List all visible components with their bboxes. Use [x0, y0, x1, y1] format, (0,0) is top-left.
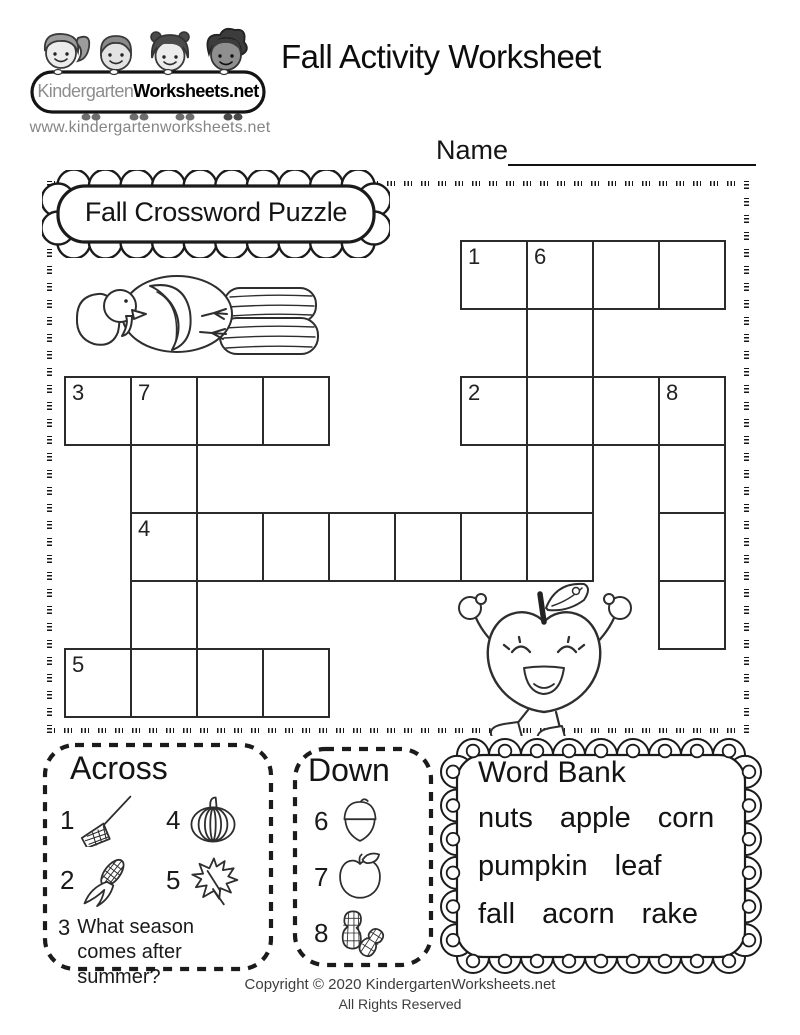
- rights-line: All Rights Reserved: [338, 996, 462, 1012]
- copyright-line: Copyright © 2020 KindergartenWorksheets.net: [244, 976, 556, 993]
- word-bank-word: nuts: [478, 802, 533, 834]
- word-bank-box: [440, 738, 762, 974]
- crossword-cell[interactable]: [64, 376, 132, 446]
- word-bank-content: [478, 756, 728, 946]
- word-bank-row: [478, 850, 728, 883]
- clue-item: [314, 795, 434, 847]
- cell-number: 5: [72, 652, 85, 677]
- site-url: www.kindergartenworksheets.net: [29, 119, 271, 136]
- apple-character-illustration: [452, 578, 637, 736]
- crossword-cell[interactable]: [592, 376, 660, 446]
- crossword-cell[interactable]: [658, 376, 726, 446]
- cell-number: 6: [534, 244, 547, 269]
- crossword-cell[interactable]: [526, 308, 594, 378]
- crossword-cell[interactable]: [658, 580, 726, 650]
- rake-icon: [80, 793, 134, 847]
- clue-number: 3: [58, 915, 71, 940]
- word-bank-word: corn: [657, 802, 715, 834]
- page-title: Fall Activity Worksheet: [281, 38, 601, 75]
- pumpkin-icon: [186, 793, 240, 847]
- name-input-line[interactable]: [508, 134, 756, 166]
- clue-item: [166, 793, 258, 847]
- logo-wordmark-bold: Worksheets.net: [133, 81, 259, 101]
- clue-number: 8: [314, 917, 329, 948]
- acorn-icon: [334, 795, 386, 847]
- crossword-cell[interactable]: [196, 512, 264, 582]
- crossword-cell[interactable]: [328, 512, 396, 582]
- crossword-cell[interactable]: [64, 648, 132, 718]
- crossword-cell[interactable]: [196, 376, 264, 446]
- clue-item: [314, 907, 434, 959]
- crossword-cell[interactable]: [526, 512, 594, 582]
- clue-item: [60, 853, 152, 907]
- crossword-cell[interactable]: [658, 240, 726, 310]
- across-clues-box: [42, 742, 274, 988]
- puzzle-title: Fall Crossword Puzzle: [84, 197, 348, 227]
- kids-logo-illustration: [28, 24, 268, 124]
- clue-item: [60, 793, 152, 847]
- crossword-cell[interactable]: [658, 512, 726, 582]
- down-picture-clues: [314, 795, 434, 959]
- across-title: Across: [70, 750, 168, 786]
- crossword-cell[interactable]: [526, 376, 594, 446]
- down-title: Down: [308, 752, 390, 788]
- word-bank-word: pumpkin: [478, 850, 588, 882]
- clue-number: 6: [314, 805, 329, 836]
- crossword-cell[interactable]: [130, 512, 198, 582]
- logo-wordmark-light: Kindergarten: [37, 81, 134, 101]
- puzzle-box-border-right: [744, 181, 749, 733]
- name-label: Name: [436, 135, 509, 165]
- word-bank-word: rake: [641, 898, 699, 930]
- crossword-cell[interactable]: [130, 376, 198, 446]
- word-bank-word: acorn: [542, 898, 615, 930]
- crossword-cell[interactable]: [130, 648, 198, 718]
- crossword-cell[interactable]: [196, 648, 264, 718]
- footer: [0, 976, 800, 1012]
- puzzle-box-border-left: [47, 181, 52, 733]
- word-bank-word: leaf: [614, 850, 662, 882]
- clue-number: 2: [60, 864, 75, 895]
- puzzle-title-badge: [42, 170, 390, 258]
- word-bank-title: Word Bank: [478, 756, 626, 789]
- word-bank-word: apple: [559, 802, 631, 834]
- cell-number: 2: [468, 380, 481, 405]
- crossword-cell[interactable]: [130, 444, 198, 514]
- cell-number: 4: [138, 516, 151, 541]
- crossword-cell[interactable]: [130, 580, 198, 650]
- corn-icon: [80, 853, 134, 907]
- cell-number: 7: [138, 380, 151, 405]
- crossword-cell[interactable]: [526, 444, 594, 514]
- cell-number: 1: [468, 244, 481, 269]
- crossword-cell[interactable]: [592, 240, 660, 310]
- puzzle-box-border-bottom: [47, 728, 749, 733]
- clue-item: [166, 853, 258, 907]
- turkey-illustration: [72, 262, 322, 362]
- cell-number: 3: [72, 380, 85, 405]
- crossword-cell[interactable]: [262, 376, 330, 446]
- clue-number: 1: [60, 804, 75, 835]
- crossword-cell[interactable]: [262, 648, 330, 718]
- crossword-cell[interactable]: [460, 512, 528, 582]
- clue-item: [314, 851, 434, 903]
- clue-text: What season comes after summer?: [77, 916, 194, 988]
- cell-number: 8: [666, 380, 679, 405]
- clue-number: 7: [314, 861, 329, 892]
- crossword-cell[interactable]: [658, 444, 726, 514]
- crossword-cell[interactable]: [460, 240, 528, 310]
- crossword-cell[interactable]: [526, 240, 594, 310]
- word-bank-row: [478, 802, 728, 835]
- word-bank-word: fall: [478, 898, 516, 930]
- clue-number: 4: [166, 804, 181, 835]
- clue-number: 5: [166, 864, 181, 895]
- apple-icon: [334, 851, 386, 903]
- logo-wordmark: [32, 81, 264, 101]
- peanuts-icon: [334, 907, 386, 959]
- down-clues-box: [292, 746, 434, 968]
- leaf-icon: [186, 853, 240, 907]
- crossword-cell[interactable]: [262, 512, 330, 582]
- name-field: [436, 134, 756, 166]
- word-bank-row: [478, 898, 728, 931]
- crossword-cell[interactable]: [394, 512, 462, 582]
- crossword-cell[interactable]: [460, 376, 528, 446]
- across-picture-clues: [60, 793, 274, 907]
- word-bank-words: [478, 802, 728, 931]
